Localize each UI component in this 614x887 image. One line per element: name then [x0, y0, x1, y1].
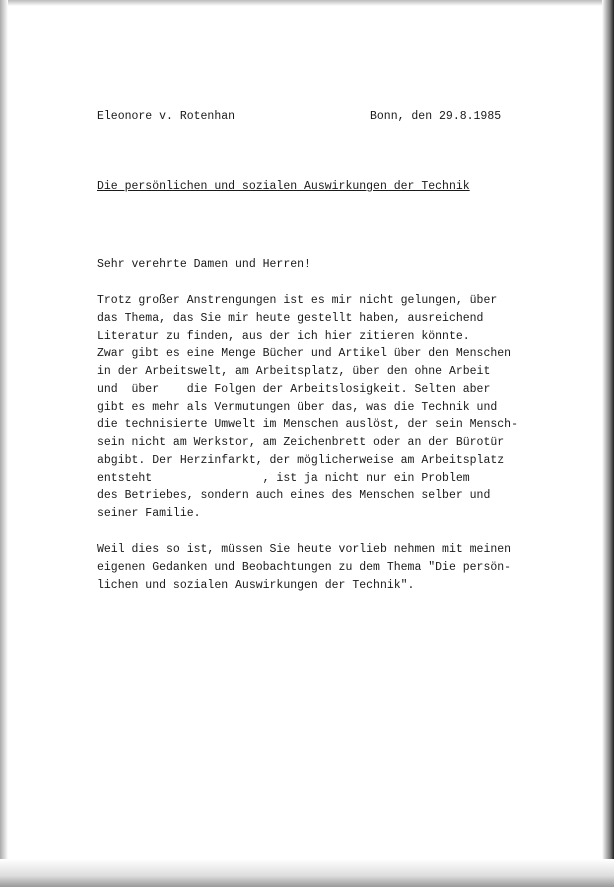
text-line: eigenen Gedanken und Beobachtungen zu dem Thema "Die persön- — [97, 560, 512, 574]
text-line: Zwar gibt es eine Menge Bücher und Artikel über den Menschen — [97, 347, 512, 361]
text-line: sein nicht am Werkstor, am Zeichenbrett oder an der Bürotür — [97, 436, 505, 449]
text-line: des Betriebes, sondern auch eines des Menschen selber und — [97, 489, 491, 503]
scan-edge-right — [602, 0, 614, 887]
text-line: Literatur zu finden, aus der ich hier zitieren könnte. — [97, 329, 470, 343]
text-line: Weil dies so ist, müssen Sie heute vorlieb nehmen mit meinen — [97, 543, 512, 556]
place-date: Bonn, den 29.8.1985 — [370, 110, 502, 123]
scan-edge-top — [0, 0, 614, 6]
scan-edge-bottom — [0, 859, 614, 887]
text-line: die technisierte Umwelt im Menschen auslöst, der sein Mensch- — [97, 418, 518, 432]
text-line: entsteht , ist ja nicht nur ein Problem — [97, 471, 470, 485]
text-line: seiner Familie. — [97, 507, 201, 520]
text-line: abgibt. Der Herzinfarkt, der möglicherweise am Arbeitsplatz — [97, 453, 505, 467]
text-line: Trotz großer Anstrengungen ist es mir nicht gelungen, über — [97, 294, 498, 307]
text-line: und über die Folgen der Arbeitslosigkeit. Selten aber — [97, 382, 491, 396]
text-line: in der Arbeitswelt, am Arbeitsplatz, über den ohne Arbeit — [97, 365, 491, 378]
sender-name: Eleonore v. Rotenhan — [97, 110, 236, 123]
text-line: das Thema, das Sie mir heute gestellt haben, ausreichend — [97, 311, 484, 325]
text-line: gibt es mehr als Vermutungen über das, was die Technik und — [97, 400, 498, 414]
document-title: Die persönlichen und sozialen Auswirkungen der Technik — [97, 180, 470, 193]
text-line: lichen und sozialen Auswirkungen der Technik". — [97, 578, 415, 592]
salutation: Sehr verehrte Damen und Herren! — [97, 258, 311, 271]
scan-edge-left — [0, 0, 8, 887]
